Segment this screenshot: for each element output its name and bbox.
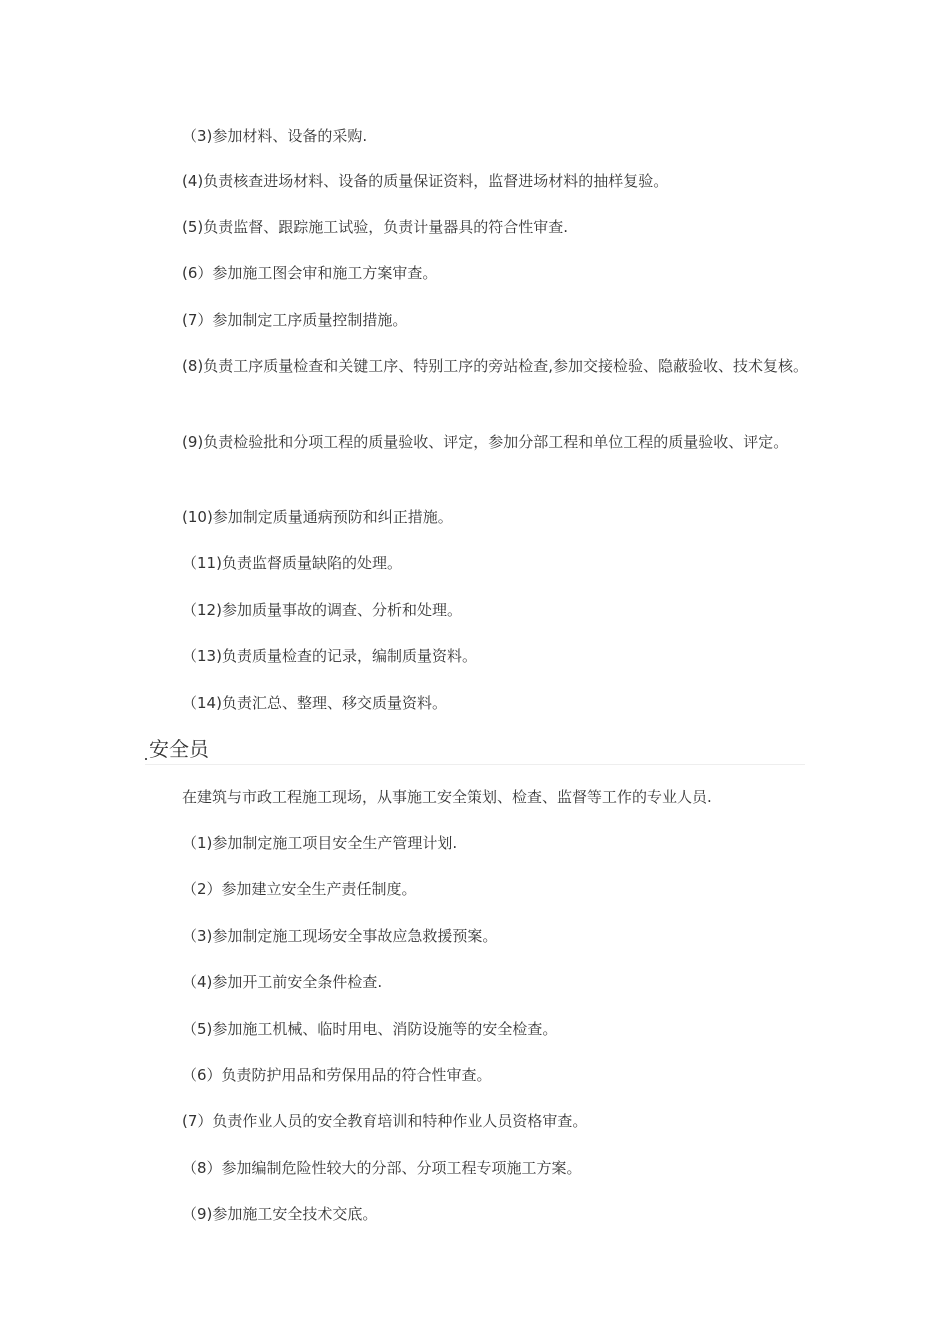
quality-item-5: (5)负责监督、跟踪施工试验，负责计量器具的符合性审查. (182, 218, 569, 236)
safety-intro: 在建筑与市政工程施工现场，从事施工安全策划、检查、监督等工作的专业人员. (182, 788, 712, 806)
safety-item-1: （1)参加制定施工项目安全生产管理计划. (182, 834, 458, 852)
quality-item-13: （13)负责质量检查的记录，编制质量资料。 (182, 647, 477, 665)
safety-item-8: （8）参加编制危险性较大的分部、分项工程专项施工方案。 (182, 1159, 582, 1177)
quality-item-9: (9)负责检验批和分项工程的质量验收、评定，参加分部工程和单位工程的质量验收、评定。 (182, 433, 789, 451)
section-heading-text: 安全员 (149, 737, 209, 761)
safety-item-7: (7）负责作业人员的安全教育培训和特种作业人员资格审查。 (182, 1112, 588, 1130)
heading-marker (145, 758, 147, 760)
quality-item-11: （11)负责监督质量缺陷的处理。 (182, 554, 402, 572)
safety-item-2: （2）参加建立安全生产责任制度。 (182, 880, 417, 898)
safety-item-5: （5)参加施工机械、临时用电、消防设施等的安全检查。 (182, 1020, 558, 1038)
safety-item-3: （3)参加制定施工现场安全事故应急救援预案。 (182, 927, 498, 945)
safety-item-9: （9)参加施工安全技术交底。 (182, 1205, 378, 1223)
quality-item-3: （3)参加材料、设备的采购. (182, 127, 368, 145)
quality-item-10: (10)参加制定质量通病预防和纠正措施。 (182, 508, 453, 526)
quality-item-8: (8)负责工序质量检查和关键工序、特别工序的旁站检查,参加交接检验、隐蔽验收、技术复核。 (182, 357, 809, 375)
quality-item-14: （14)负责汇总、整理、移交质量资料。 (182, 694, 447, 712)
safety-item-4: （4)参加开工前安全条件检查. (182, 973, 383, 991)
quality-item-4: (4)负责核查进场材料、设备的质量保证资料，监督进场材料的抽样复验。 (182, 172, 669, 190)
safety-item-6: （6）负责防护用品和劳保用品的符合性审查。 (182, 1066, 492, 1084)
quality-item-12: （12)参加质量事故的调查、分析和处理。 (182, 601, 462, 619)
quality-item-6: (6）参加施工图会审和施工方案审查。 (182, 264, 438, 282)
quality-item-7: (7）参加制定工序质量控制措施。 (182, 311, 408, 329)
section-heading (145, 734, 805, 765)
